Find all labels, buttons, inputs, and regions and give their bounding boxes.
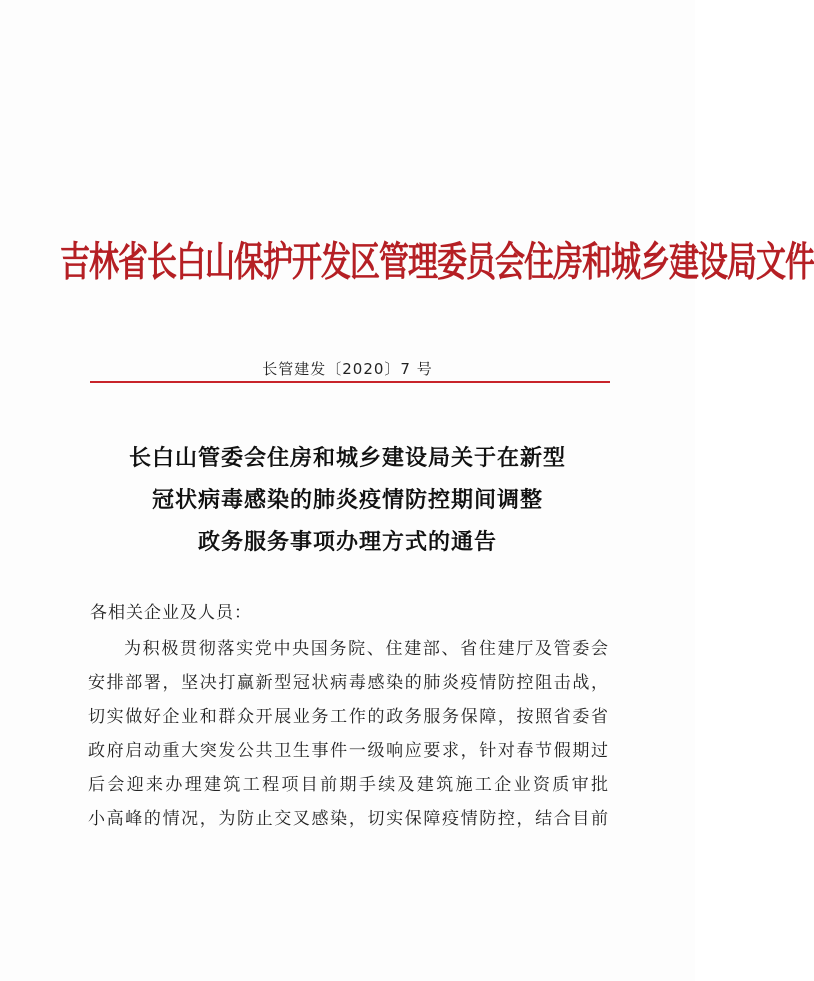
body-line-1: 为积极贯彻落实党中央国务院、住建部、省住建厅及管委会 bbox=[124, 639, 608, 659]
red-divider-line bbox=[90, 381, 610, 383]
salutation: 各相关企业及人员： bbox=[90, 603, 252, 623]
body-line-5: 后会迎来办理建筑工程项目前期手续及建筑施工企业资质审批 bbox=[88, 775, 608, 795]
body-line-3: 切实做好企业和群众开展业务工作的政务服务保障，按照省委省 bbox=[88, 707, 608, 727]
body-line-4: 政府启动重大突发公共卫生事件一级响应要求，针对春节假期过 bbox=[88, 741, 608, 761]
issuing-authority-header: 吉林省长白山保护开发区管理委员会住房和城乡建设局文件 bbox=[60, 238, 814, 287]
notice-title bbox=[0, 437, 695, 563]
body-line-2: 安排部署，坚决打赢新型冠状病毒感染的肺炎疫情防控阻击战， bbox=[88, 673, 608, 693]
notice-title-line-3: 政务服务事项办理方式的通告 bbox=[197, 529, 497, 555]
body-paragraph bbox=[88, 632, 618, 836]
notice-title-line-1: 长白山管委会住房和城乡建设局关于在新型 bbox=[128, 445, 566, 471]
body-line-6: 小高峰的情况，为防止交叉感染，切实保障疫情防控，结合目前 bbox=[88, 809, 608, 829]
notice-title-line-2: 冠状病毒感染的肺炎疫情防控期间调整 bbox=[151, 487, 543, 513]
document-number: 长管建发〔2020〕7 号 bbox=[262, 360, 433, 378]
